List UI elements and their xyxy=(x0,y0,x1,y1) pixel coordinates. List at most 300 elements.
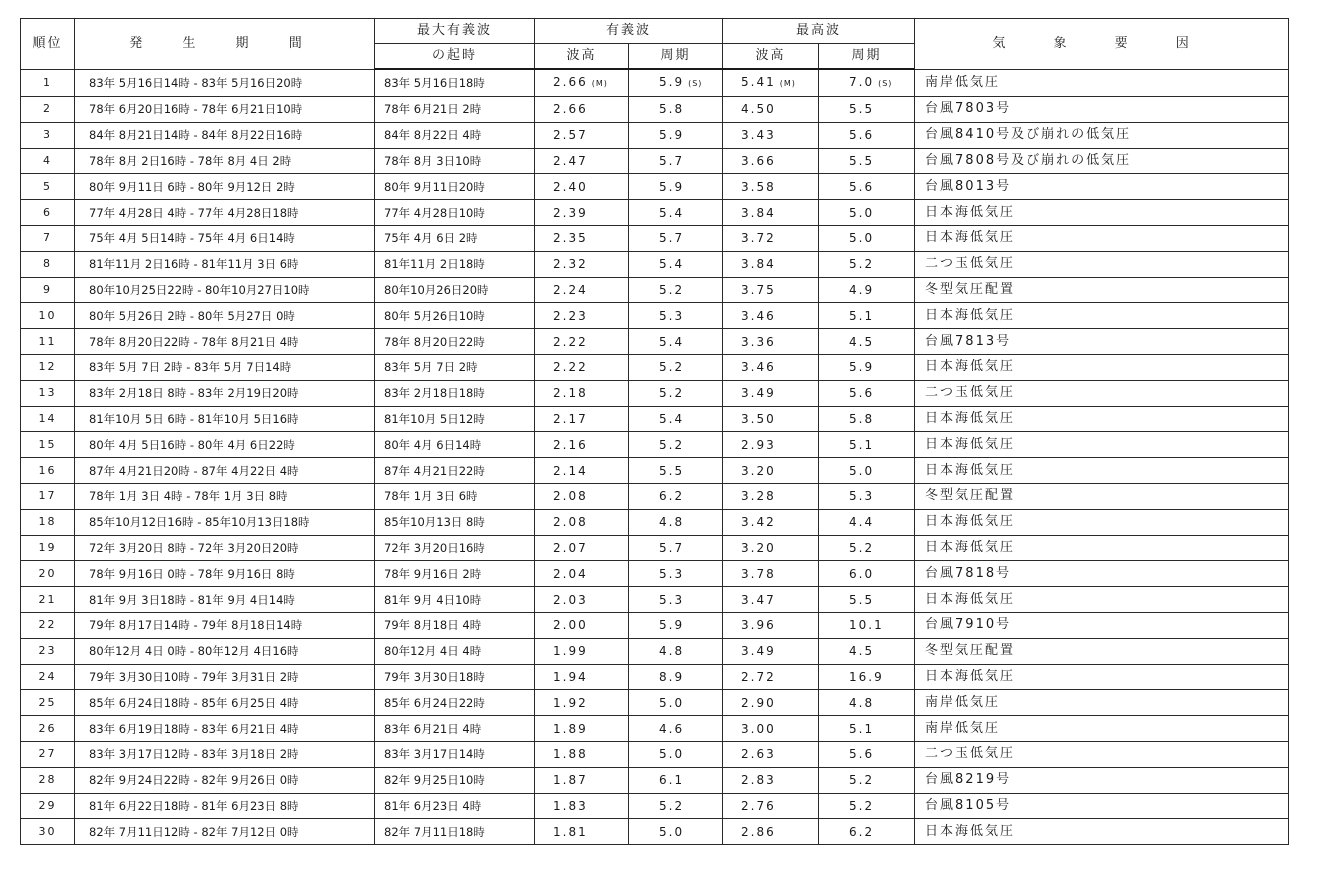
cell-sig-height xyxy=(535,458,629,484)
cell-rank-value: 3 xyxy=(43,128,52,142)
cell-cause xyxy=(915,380,1289,406)
cell-rank-value: 13 xyxy=(38,386,57,400)
cell-sig-period-value: 5.8 xyxy=(659,102,685,117)
cell-max-period-value: 5.0 xyxy=(849,205,875,220)
cell-max-height-value: 3.00 xyxy=(741,721,776,736)
cell-period xyxy=(75,303,375,329)
cell-cause xyxy=(915,741,1289,767)
cell-sig-height-value: 2.08 xyxy=(553,515,588,530)
cell-rank-value: 2 xyxy=(43,102,52,116)
table-row xyxy=(21,612,1289,638)
cell-sig-height-value: 2.03 xyxy=(553,592,588,607)
cell-max-period-value: 5.9 xyxy=(849,360,875,375)
cell-sig-height xyxy=(535,767,629,793)
cell-max-period xyxy=(819,277,915,303)
cell-sig-height-value: 2.24 xyxy=(553,282,588,297)
cell-max-period-value: 5.5 xyxy=(849,592,875,607)
cell-max-period-value: 4.9 xyxy=(849,282,875,297)
cell-rank xyxy=(21,251,75,277)
cell-cause xyxy=(915,69,1289,97)
cell-sig-height-value: 2.04 xyxy=(553,566,588,581)
cell-sig-period xyxy=(629,741,723,767)
table-row xyxy=(21,122,1289,148)
cell-sig-height xyxy=(535,122,629,148)
cell-sig-period xyxy=(629,458,723,484)
cell-rank-value: 12 xyxy=(38,360,57,374)
cell-rank xyxy=(21,587,75,613)
cell-rank-value: 20 xyxy=(38,566,57,580)
cell-cause xyxy=(915,277,1289,303)
table-row xyxy=(21,509,1289,535)
cell-sig-height xyxy=(535,432,629,458)
cell-period xyxy=(75,483,375,509)
cell-rank-value: 28 xyxy=(38,773,57,787)
cell-max-period-value: 5.2 xyxy=(849,257,875,272)
cell-cause-value: 二つ玉低気圧 xyxy=(925,256,1016,272)
cell-sig-period xyxy=(629,793,723,819)
cell-rank-value: 7 xyxy=(43,231,52,245)
cell-sig-period-value: 5.9 xyxy=(659,179,685,194)
cell-max-period xyxy=(819,535,915,561)
cell-peak-time-value: 72年 3月20日16時 xyxy=(384,540,485,555)
cell-max-height-value: 3.75 xyxy=(741,282,776,297)
cell-sig-height-value: 2.47 xyxy=(553,153,588,168)
cell-peak-time-value: 78年 8月20日22時 xyxy=(384,334,485,349)
cell-period-value: 83年 6月19日18時 - 83年 6月21日 4時 xyxy=(89,721,299,736)
cell-max-period-value: 4.5 xyxy=(849,644,875,659)
cell-max-height xyxy=(723,329,819,355)
cell-max-height xyxy=(723,819,819,845)
cell-max-height xyxy=(723,97,819,123)
cell-sig-period xyxy=(629,303,723,329)
cell-sig-height-value: 2.23 xyxy=(553,308,588,323)
cell-max-period-value: 5.1 xyxy=(849,437,875,452)
cell-max-height xyxy=(723,432,819,458)
cell-sig-height-value: 2.40 xyxy=(553,179,588,194)
cell-period xyxy=(75,793,375,819)
cell-cause xyxy=(915,329,1289,355)
cell-sig-period xyxy=(629,200,723,226)
cell-max-period xyxy=(819,122,915,148)
cell-max-period xyxy=(819,406,915,432)
cell-max-period xyxy=(819,587,915,613)
wave-ranking-table xyxy=(20,18,1289,845)
cell-rank-value: 15 xyxy=(38,437,57,451)
cell-cause-value: 南岸低気圧 xyxy=(925,74,1001,90)
cell-max-height-value: 3.72 xyxy=(741,231,776,246)
cell-peak-time xyxy=(375,329,535,355)
cell-max-period xyxy=(819,200,915,226)
cell-max-height xyxy=(723,225,819,251)
cell-period xyxy=(75,329,375,355)
cell-peak-time-value: 78年 9月16日 2時 xyxy=(384,566,482,581)
cell-sig-period xyxy=(629,432,723,458)
cell-cause xyxy=(915,148,1289,174)
cell-sig-height-value: 1.88 xyxy=(553,747,588,762)
cell-rank xyxy=(21,664,75,690)
table-row xyxy=(21,561,1289,587)
cell-cause-value: 台風7808号及び崩れの低気圧 xyxy=(925,152,1132,168)
cell-peak-time xyxy=(375,406,535,432)
cell-sig-period xyxy=(629,380,723,406)
cell-period-value: 78年 1月 3日 4時 - 78年 1月 3日 8時 xyxy=(89,489,288,504)
cell-period xyxy=(75,251,375,277)
cell-max-period-value: 5.6 xyxy=(849,128,875,143)
cell-rank-value: 23 xyxy=(38,644,57,658)
cell-rank-value: 5 xyxy=(43,179,52,193)
cell-period-value: 83年 5月 7日 2時 - 83年 5月 7日14時 xyxy=(89,360,292,375)
cell-sig-period-value: 5.3 xyxy=(659,592,685,607)
cell-sig-height-value: 1.83 xyxy=(553,798,588,813)
cell-sig-height xyxy=(535,69,629,97)
cell-peak-time xyxy=(375,587,535,613)
cell-max-height xyxy=(723,793,819,819)
cell-sig-period xyxy=(629,148,723,174)
cell-period-value: 79年 8月17日14時 - 79年 8月18日14時 xyxy=(89,618,303,633)
cell-max-height xyxy=(723,767,819,793)
cell-sig-period-value: 5.7 xyxy=(659,540,685,555)
cell-max-period-value: 4.8 xyxy=(849,695,875,710)
cell-period-value: 84年 8月21日14時 - 84年 8月22日16時 xyxy=(89,128,303,143)
cell-rank xyxy=(21,97,75,123)
cell-max-period-value: 5.0 xyxy=(849,463,875,478)
cell-sig-height-value: 2.66 xyxy=(553,102,588,117)
cell-cause-value: 日本海低気圧 xyxy=(925,591,1016,607)
cell-max-height xyxy=(723,509,819,535)
header-max-wave: 最高波 xyxy=(723,19,915,44)
cell-peak-time xyxy=(375,819,535,845)
cell-max-height-value: 4.50 xyxy=(741,102,776,117)
cell-sig-height xyxy=(535,225,629,251)
cell-peak-time xyxy=(375,741,535,767)
cell-period-value: 82年 9月24日22時 - 82年 9月26日 0時 xyxy=(89,773,299,788)
cell-sig-period xyxy=(629,612,723,638)
cell-period xyxy=(75,535,375,561)
cell-peak-time xyxy=(375,612,535,638)
cell-max-period xyxy=(819,432,915,458)
cell-cause-value: 日本海低気圧 xyxy=(925,462,1016,478)
cell-cause-value: 冬型気圧配置 xyxy=(925,643,1016,659)
cell-period-value: 81年11月 2日16時 - 81年11月 3日 6時 xyxy=(89,257,299,272)
cell-sig-period-value: 5.4 xyxy=(659,411,685,426)
cell-sig-period-value: 8.9 xyxy=(659,669,685,684)
cell-sig-period-value: 5.4 xyxy=(659,205,685,220)
cell-period-value: 80年 4月 5日16時 - 80年 4月 6日22時 xyxy=(89,437,295,452)
cell-sig-height xyxy=(535,406,629,432)
cell-rank-value: 8 xyxy=(43,257,52,271)
cell-max-period xyxy=(819,716,915,742)
cell-sig-period xyxy=(629,587,723,613)
cell-rank xyxy=(21,432,75,458)
cell-sig-height xyxy=(535,587,629,613)
cell-rank-value: 19 xyxy=(38,540,57,554)
cell-sig-period-value: 5.9 xyxy=(659,75,685,89)
cell-rank xyxy=(21,174,75,200)
cell-period xyxy=(75,148,375,174)
cell-cause-value: 台風7813号 xyxy=(925,333,1012,349)
cell-period-value: 78年 6月20日16時 - 78年 6月21日10時 xyxy=(89,102,303,117)
cell-period xyxy=(75,122,375,148)
cell-period-value: 78年 9月16日 0時 - 78年 9月16日 8時 xyxy=(89,566,295,581)
cell-max-period-value: 5.3 xyxy=(849,489,875,504)
cell-sig-period xyxy=(629,354,723,380)
cell-cause xyxy=(915,458,1289,484)
cell-peak-time xyxy=(375,509,535,535)
cell-sig-height-value: 1.99 xyxy=(553,644,588,659)
cell-sig-height-value: 2.08 xyxy=(553,489,588,504)
cell-period xyxy=(75,716,375,742)
unit-label: (S) xyxy=(688,79,703,88)
cell-max-period xyxy=(819,458,915,484)
cell-period xyxy=(75,69,375,97)
cell-max-height-value: 3.66 xyxy=(741,153,776,168)
table-body xyxy=(21,69,1289,845)
cell-peak-time-value: 80年12月 4日 4時 xyxy=(384,644,482,659)
cell-cause xyxy=(915,509,1289,535)
cell-peak-time-value: 83年 3月17日14時 xyxy=(384,747,485,762)
cell-period-value: 81年10月 5日 6時 - 81年10月 5日16時 xyxy=(89,411,299,426)
cell-period xyxy=(75,767,375,793)
cell-peak-time xyxy=(375,200,535,226)
cell-sig-period xyxy=(629,122,723,148)
cell-peak-time-value: 87年 4月21日22時 xyxy=(384,463,485,478)
cell-peak-time xyxy=(375,148,535,174)
cell-rank xyxy=(21,638,75,664)
cell-rank xyxy=(21,303,75,329)
cell-max-height-value: 3.46 xyxy=(741,308,776,323)
cell-period-value: 80年12月 4日 0時 - 80年12月 4日16時 xyxy=(89,644,299,659)
cell-period xyxy=(75,741,375,767)
cell-max-height xyxy=(723,741,819,767)
cell-max-height xyxy=(723,638,819,664)
cell-peak-time xyxy=(375,483,535,509)
cell-period-value: 72年 3月20日 8時 - 72年 3月20日20時 xyxy=(89,540,299,555)
cell-max-period-value: 5.6 xyxy=(849,179,875,194)
cell-max-period xyxy=(819,354,915,380)
cell-rank-value: 26 xyxy=(38,721,57,735)
cell-period xyxy=(75,561,375,587)
cell-max-period xyxy=(819,174,915,200)
cell-sig-height xyxy=(535,174,629,200)
cell-rank-value: 10 xyxy=(38,308,57,322)
cell-cause-value: 台風8013号 xyxy=(925,178,1012,194)
cell-peak-time xyxy=(375,793,535,819)
table-row xyxy=(21,767,1289,793)
cell-peak-time xyxy=(375,432,535,458)
cell-max-height-value: 3.43 xyxy=(741,128,776,143)
cell-max-period xyxy=(819,819,915,845)
cell-sig-period xyxy=(629,716,723,742)
cell-sig-height-value: 1.81 xyxy=(553,824,588,839)
cell-sig-period xyxy=(629,509,723,535)
cell-cause xyxy=(915,483,1289,509)
cell-cause xyxy=(915,587,1289,613)
cell-sig-height-value: 2.22 xyxy=(553,334,588,349)
cell-max-period-value: 6.2 xyxy=(849,824,875,839)
cell-max-period xyxy=(819,380,915,406)
table-row xyxy=(21,380,1289,406)
cell-sig-height xyxy=(535,716,629,742)
header-max-period: 周期 xyxy=(819,44,915,70)
cell-rank xyxy=(21,483,75,509)
cell-max-height-value: 3.50 xyxy=(741,411,776,426)
cell-sig-height-value: 2.32 xyxy=(553,257,588,272)
cell-sig-period-value: 5.7 xyxy=(659,153,685,168)
table-row xyxy=(21,483,1289,509)
cell-peak-time xyxy=(375,664,535,690)
header-sig-period: 周期 xyxy=(629,44,723,70)
cell-max-period-value: 16.9 xyxy=(849,669,884,684)
cell-peak-time-value: 78年 8月 3日10時 xyxy=(384,153,482,168)
cell-cause-value: 南岸低気圧 xyxy=(925,720,1001,736)
cell-cause-value: 日本海低気圧 xyxy=(925,359,1016,375)
cell-period xyxy=(75,612,375,638)
table-header xyxy=(21,19,1289,70)
cell-sig-period xyxy=(629,690,723,716)
cell-max-period xyxy=(819,638,915,664)
cell-peak-time-value: 81年11月 2日18時 xyxy=(384,257,485,272)
cell-rank-value: 24 xyxy=(38,669,57,683)
cell-max-height xyxy=(723,690,819,716)
cell-max-height xyxy=(723,148,819,174)
cell-max-height xyxy=(723,69,819,97)
cell-rank xyxy=(21,380,75,406)
cell-max-period-value: 5.1 xyxy=(849,308,875,323)
cell-peak-time-value: 80年 4月 6日14時 xyxy=(384,437,482,452)
cell-rank-value: 18 xyxy=(38,515,57,529)
cell-peak-time-value: 82年 9月25日10時 xyxy=(384,773,485,788)
cell-sig-period-value: 5.9 xyxy=(659,128,685,143)
cell-peak-time xyxy=(375,354,535,380)
cell-max-height-value: 2.83 xyxy=(741,773,776,788)
cell-max-period-value: 5.1 xyxy=(849,721,875,736)
cell-rank xyxy=(21,819,75,845)
cell-peak-time-value: 77年 4月28日10時 xyxy=(384,205,485,220)
cell-max-height-value: 3.84 xyxy=(741,257,776,272)
cell-sig-height xyxy=(535,148,629,174)
cell-max-height xyxy=(723,587,819,613)
cell-sig-height-value: 2.18 xyxy=(553,386,588,401)
table-row xyxy=(21,200,1289,226)
cell-sig-period-value: 5.9 xyxy=(659,618,685,633)
header-significant-wave: 有義波 xyxy=(535,19,723,44)
cell-sig-height-value: 2.16 xyxy=(553,437,588,452)
cell-period xyxy=(75,354,375,380)
table-row xyxy=(21,819,1289,845)
cell-rank-value: 6 xyxy=(43,205,52,219)
table-row xyxy=(21,225,1289,251)
cell-cause xyxy=(915,432,1289,458)
cell-max-height xyxy=(723,303,819,329)
cell-rank xyxy=(21,148,75,174)
cell-max-height xyxy=(723,251,819,277)
cell-cause-value: 日本海低気圧 xyxy=(925,436,1016,452)
table-row xyxy=(21,638,1289,664)
cell-sig-height xyxy=(535,561,629,587)
cell-peak-time xyxy=(375,174,535,200)
cell-period xyxy=(75,587,375,613)
cell-sig-height-value: 1.87 xyxy=(553,773,588,788)
cell-peak-time xyxy=(375,535,535,561)
cell-sig-height xyxy=(535,819,629,845)
cell-max-height-value: 2.72 xyxy=(741,669,776,684)
cell-peak-time xyxy=(375,277,535,303)
cell-sig-period-value: 4.8 xyxy=(659,644,685,659)
table-row xyxy=(21,69,1289,97)
cell-max-height-value: 3.47 xyxy=(741,592,776,607)
cell-peak-time xyxy=(375,690,535,716)
cell-period-value: 78年 8月 2日16時 - 78年 8月 4日 2時 xyxy=(89,153,292,168)
cell-sig-period xyxy=(629,561,723,587)
cell-period-value: 82年 7月11日12時 - 82年 7月12日 0時 xyxy=(89,824,299,839)
cell-peak-time-value: 81年 6月23日 4時 xyxy=(384,798,482,813)
cell-max-height-value: 2.90 xyxy=(741,695,776,710)
table-row xyxy=(21,97,1289,123)
cell-peak-time-value: 83年 5月16日18時 xyxy=(384,76,485,90)
cell-peak-time-value: 83年 6月21日 4時 xyxy=(384,721,482,736)
table-row xyxy=(21,716,1289,742)
cell-sig-period-value: 5.0 xyxy=(659,824,685,839)
cell-sig-height xyxy=(535,638,629,664)
cell-sig-height xyxy=(535,612,629,638)
table-row xyxy=(21,664,1289,690)
cell-sig-period xyxy=(629,69,723,97)
cell-max-period-value: 7.0 xyxy=(849,75,875,89)
cell-sig-period-value: 5.0 xyxy=(659,747,685,762)
cell-cause xyxy=(915,303,1289,329)
cell-cause-value: 日本海低気圧 xyxy=(925,514,1016,530)
cell-cause-value: 南岸低気圧 xyxy=(925,694,1001,710)
cell-max-period xyxy=(819,612,915,638)
table-row xyxy=(21,432,1289,458)
cell-peak-time-value: 78年 6月21日 2時 xyxy=(384,102,482,117)
cell-peak-time-value: 78年 1月 3日 6時 xyxy=(384,489,478,504)
cell-peak-time-value: 83年 5月 7日 2時 xyxy=(384,360,478,375)
cell-cause-value: 日本海低気圧 xyxy=(925,410,1016,426)
cell-max-height xyxy=(723,277,819,303)
cell-max-period xyxy=(819,561,915,587)
cell-max-period-value: 5.6 xyxy=(849,386,875,401)
cell-peak-time-value: 83年 2月18日18時 xyxy=(384,386,485,401)
table-row xyxy=(21,458,1289,484)
cell-cause xyxy=(915,97,1289,123)
cell-max-period-value: 5.0 xyxy=(849,231,875,246)
table-row xyxy=(21,535,1289,561)
cell-cause-value: 冬型気圧配置 xyxy=(925,488,1016,504)
cell-max-period-value: 5.2 xyxy=(849,798,875,813)
cell-cause-value: 台風8219号 xyxy=(925,772,1012,788)
cell-rank xyxy=(21,277,75,303)
cell-max-height xyxy=(723,122,819,148)
cell-period-value: 81年 9月 3日18時 - 81年 9月 4日14時 xyxy=(89,592,295,607)
cell-cause-value: 冬型気圧配置 xyxy=(925,281,1016,297)
unit-label: (M) xyxy=(779,79,796,88)
cell-sig-period-value: 5.3 xyxy=(659,308,685,323)
cell-rank xyxy=(21,716,75,742)
cell-sig-height xyxy=(535,483,629,509)
cell-sig-period xyxy=(629,406,723,432)
cell-rank-value: 9 xyxy=(43,282,52,296)
cell-sig-height-value: 2.57 xyxy=(553,128,588,143)
cell-peak-time xyxy=(375,638,535,664)
cell-period-value: 83年 5月16日14時 - 83年 5月16日20時 xyxy=(89,75,303,90)
table-row xyxy=(21,329,1289,355)
cell-max-height-value: 3.20 xyxy=(741,540,776,555)
cell-max-height-value: 5.41 xyxy=(741,75,776,89)
cell-cause xyxy=(915,200,1289,226)
cell-cause-value: 台風7818号 xyxy=(925,565,1012,581)
cell-max-period xyxy=(819,329,915,355)
